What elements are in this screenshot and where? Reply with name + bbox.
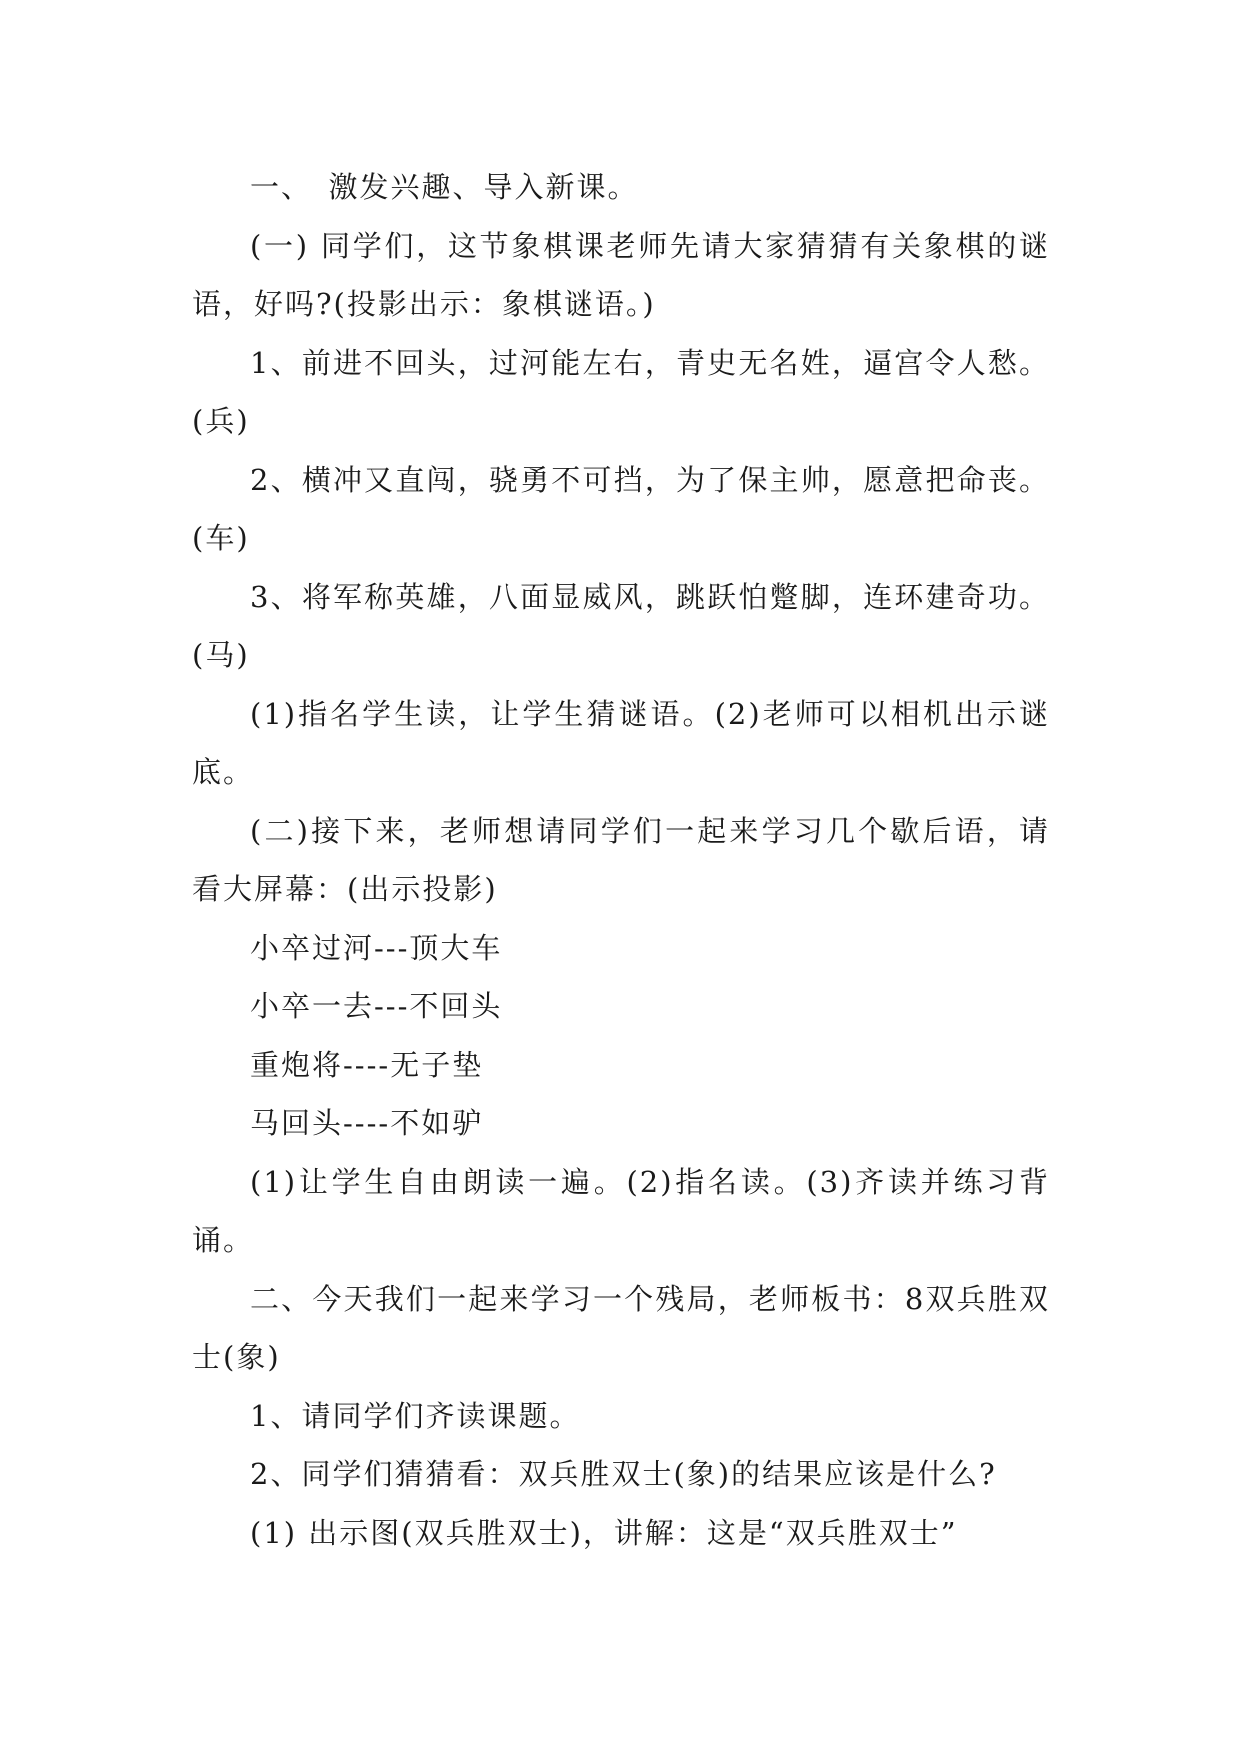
section-heading: 一、 激发兴趣、导入新课。	[250, 170, 639, 204]
list-item: 1、请同学们齐读课题。	[250, 1398, 581, 1433]
riddle-item: 3、将军称英雄，八面显威风，跳跃怕蹩脚，连环建奇功。(马)	[192, 579, 1050, 672]
section-heading: 二、今天我们一起来学习一个残局，老师板书：8双兵胜双士(象)	[192, 1281, 1050, 1374]
paragraph: (一) 同学们，这节象棋课老师先请大家猜猜有关象棋的谜语，好吗?(投影出示：象棋谜语。)	[192, 228, 1050, 321]
riddle-item: 2、横冲又直闯，骁勇不可挡，为了保主帅，愿意把命丧。(车)	[192, 462, 1050, 555]
saying-item: 小卒过河---顶大车	[250, 930, 503, 965]
paragraph: (1)让学生自由朗读一遍。(2)指名读。(3)齐读并练习背诵。	[192, 1164, 1050, 1257]
saying-item: 小卒一去---不回头	[250, 989, 503, 1023]
riddle-item: 1、前进不回头，过河能左右，青史无名姓，逼宫令人愁。(兵)	[192, 345, 1050, 438]
list-item: 2、同学们猜猜看：双兵胜双士(象)的结果应该是什么?	[250, 1457, 997, 1491]
paragraph: (1)指名学生读，让学生猜谜语。(2)老师可以相机出示谜底。	[192, 696, 1050, 789]
paragraph: (二)接下来，老师想请同学们一起来学习几个歇后语，请看大屏幕：(出示投影)	[192, 813, 1050, 906]
document-body	[192, 158, 1050, 1562]
list-item: (1) 出示图(双兵胜双士)，讲解：这是“双兵胜双士”	[250, 1515, 958, 1550]
saying-item: 马回头----不如驴	[250, 1106, 484, 1140]
saying-item: 重炮将----无子垫	[250, 1047, 484, 1082]
